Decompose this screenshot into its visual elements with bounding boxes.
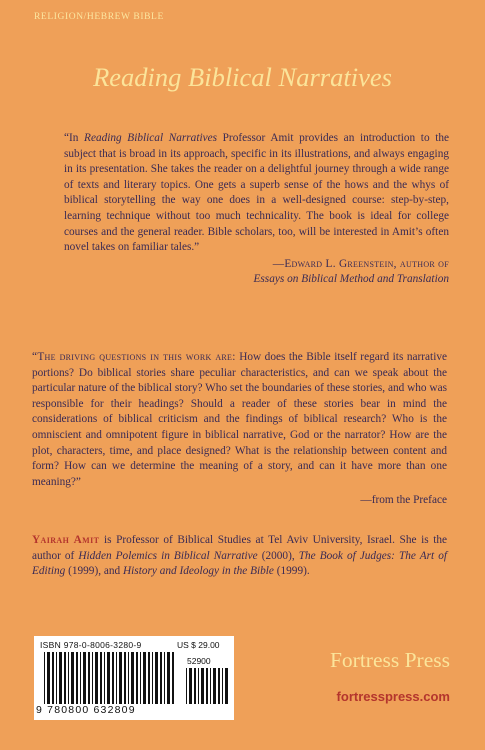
barcode-bar (194, 668, 196, 704)
isbn-barcode (34, 636, 234, 720)
barcode-bar (148, 652, 150, 704)
barcode-bar (100, 652, 102, 704)
ean-barcode-bars (42, 652, 176, 704)
barcode-bar (59, 652, 62, 704)
barcode-bar (76, 652, 78, 704)
barcode-bar (131, 652, 134, 704)
barcode-bar (155, 652, 158, 704)
barcode-bar (189, 668, 192, 704)
price-code: 52900 (187, 656, 211, 666)
barcode-bar (56, 652, 57, 704)
price-label: US $ 29.00 (177, 640, 220, 650)
barcode-bar (71, 652, 74, 704)
barcode-bar (47, 652, 50, 704)
barcode-bar (140, 652, 141, 704)
endorsement-quote (64, 131, 449, 288)
book-title: Reading Biblical Narratives (93, 62, 392, 92)
barcode-bar (128, 652, 129, 704)
barcode-bar (222, 668, 223, 704)
barcode-bar (80, 652, 81, 704)
barcode-bar (225, 668, 228, 704)
barcode-bar (64, 652, 66, 704)
preface-attribution: —from the Preface (360, 494, 447, 507)
author-name: Yairah Amit (32, 534, 100, 546)
barcode-bar (143, 652, 146, 704)
quote-open: “In (64, 132, 85, 144)
endorser-name: —Edward L. Greenstein, author of (272, 257, 449, 270)
barcode-bar (88, 652, 90, 704)
barcode-bar (160, 652, 162, 704)
barcode-bar (119, 652, 122, 704)
ean-digits: 9 780800 632809 (36, 704, 136, 716)
quote-book-title: Reading Biblical Narratives (84, 132, 218, 144)
barcode-bar (83, 652, 86, 704)
barcode-bar (172, 652, 174, 704)
bio-text: (1999). (273, 565, 310, 578)
bio-book-1: Hidden Polemics in Biblical Narrative (78, 549, 258, 562)
bio-book-2: The Book of Judges: The Art of Editing (32, 549, 447, 578)
barcode-bar (210, 668, 211, 704)
barcode-bar (68, 652, 69, 704)
barcode-bar (201, 668, 204, 704)
barcode-bar (44, 652, 45, 704)
barcode-bar (206, 668, 208, 704)
barcode-bar (104, 652, 105, 704)
barcode-bar (112, 652, 114, 704)
preface-body: How does the Bible itself regard its narrative portions? Do biblical stories share peculiar characteristics, and can we speak about the particular nature of the biblical story? Who set the boundaries of these stories, and who was responsible for their headings? Should a reader of these stories bear in mind the considerations of biblical criticism and the findings of biblical research? Who is the omniscient and omnipotent figure in biblical narrative, God or the narrator? How are the plot, characters, time, and place designed? What is the relationship between content and form? How can we determine the meaning of a story, and can it have more than one meaning?” (32, 351, 447, 488)
barcode-bar (164, 652, 165, 704)
barcode-bar (52, 652, 54, 704)
barcode-bar (213, 668, 216, 704)
barcode-bar (124, 652, 126, 704)
bio-text: (1999), and (65, 565, 123, 578)
endorser-book: Essays on Biblical Method and Translation (253, 273, 449, 286)
barcode-bar (218, 668, 220, 704)
isbn-number: ISBN 978-0-8006-3280-9 (40, 640, 142, 650)
barcode-bar (152, 652, 153, 704)
bio-book-3: History and Ideology in the Bible (123, 565, 274, 578)
bio-text: (2000), (257, 549, 299, 562)
bio-text: is Professor of Biblical Studies at Tel Aviv University, Israel. She is the author of (32, 534, 447, 562)
barcode-bar (116, 652, 117, 704)
barcode-bar (198, 668, 199, 704)
price-barcode-bars (184, 668, 228, 704)
publisher-url[interactable]: fortresspress.com (336, 689, 450, 704)
barcode-bar (95, 652, 98, 704)
barcode-bar (136, 652, 138, 704)
preface-lead: “The driving questions in this work are: (32, 351, 236, 363)
barcode-bar (92, 652, 93, 704)
publisher-name: Fortress Press (329, 648, 450, 672)
barcode-bar (167, 652, 170, 704)
category-label: RELIGION/HEBREW BIBLE (34, 12, 164, 22)
author-bio (32, 533, 447, 580)
barcode-bar (186, 668, 187, 704)
quote-body: Professor Amit provides an introduction to the subject that is broad in its approach, specific in its illustrations, and always engaging in its presentation. She takes the reader on a delightful journey through a wide range of texts and literary topics. One gets a superb sense of the hows and the whys of biblical storytelling the way one does in a well-designed course: step-by-step, learning technique without too much technicality. The book is ideal for college courses and the general reader. Bible scholars, too, will be interested in Amit’s often novel takes on familiar tales.” (64, 132, 450, 254)
preface-quote (32, 350, 447, 509)
barcode-bar (107, 652, 110, 704)
